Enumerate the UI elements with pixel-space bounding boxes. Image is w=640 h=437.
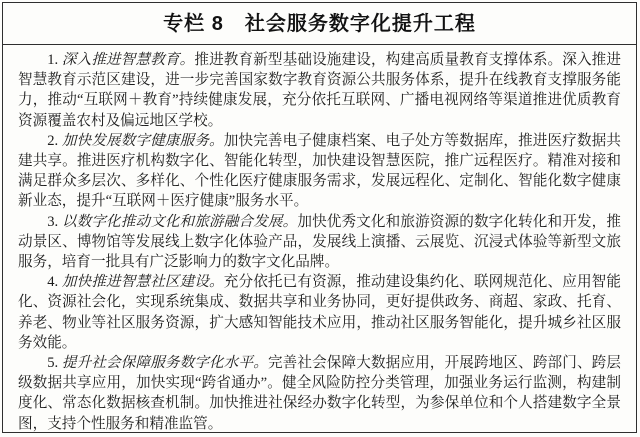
column-box (2, 2, 637, 433)
item-3-body: 加快优秀文化和旅游资源的数字化转化和开发，推动景区、博物馆等发展线上数字化体验产品，发展线上演播、云展览、沉浸式体验等新型文旅服务，培育一批具有广泛影响力的数字文化品牌。 (18, 213, 621, 271)
item-2-number: 2. (47, 132, 62, 149)
item-4-body: 充分依托已有资源，推动建设集约化、联网规范化、应用智能化、资源社会化，实现系统集成、数据共享和业务协同，更好提供政务、商超、家政、托育、养老、物业等社区服务资源，扩大感知智能技术应用，推动社区服务智能化，提升城乡社区服务效能。 (18, 274, 621, 351)
item-1-number: 1. (47, 52, 62, 68)
item-5-number: 5. (47, 355, 62, 372)
item-2-lead: 加快发展数字健康服务。 (61, 132, 224, 149)
item-2-body: 加快完善电子健康档案、电子处方等数据库，推进医疗数据共建共享。推进医疗机构数字化、智能化转型，加快建设智慧医院，推广远程医疗。精准对接和满足群众多层次、多样化、个性化医疗健康服务需求，发展远程化、定制化、智能化数字健康新业态，提升“互联网＋医疗健康”服务水平。 (18, 132, 621, 210)
item-4-number: 4. (47, 274, 62, 291)
item-4-lead: 加快推进智慧社区建设。 (61, 274, 224, 291)
paragraph-2 (18, 131, 621, 212)
item-3-number: 3. (47, 213, 62, 230)
item-1-body: 推进教育新型基础设施建设，构建高质量教育支撑体系。深入推进智慧教育示范区建设，进一步完善国家数字教育资源公共服务体系，提升在线教育支撑服务能力，推动“互联网＋教育”持续健康发展，充分依托互联网、广播电视网络等渠道推进优质教育资源覆盖农村及偏远地区学校。 (18, 52, 621, 129)
paragraph-5 (18, 353, 621, 433)
item-5-body: 完善社会保障大数据应用，开展跨地区、跨部门、跨层级数据共享应用，加快实现“跨省通办”。健全风险防控分类管理，加强业务运行监测，构建制度化、常态化数据核查机制。加快推进社保经办数字化转型，为参保单位和个人搭建数字全景图，支持个性服务和精准监管。 (18, 355, 621, 432)
item-3-lead: 以数字化推动文化和旅游融合发展。 (61, 213, 298, 230)
column-body (3, 45, 636, 433)
paragraph-3 (18, 212, 621, 273)
paragraph-4 (18, 272, 621, 353)
column-title: 专栏 8 社会服务数字化提升工程 (3, 3, 636, 45)
paragraph-1 (18, 50, 621, 131)
item-1-lead: 深入推进智慧教育。 (61, 52, 195, 68)
item-5-lead: 提升社会保障服务数字化水平。 (61, 355, 268, 372)
